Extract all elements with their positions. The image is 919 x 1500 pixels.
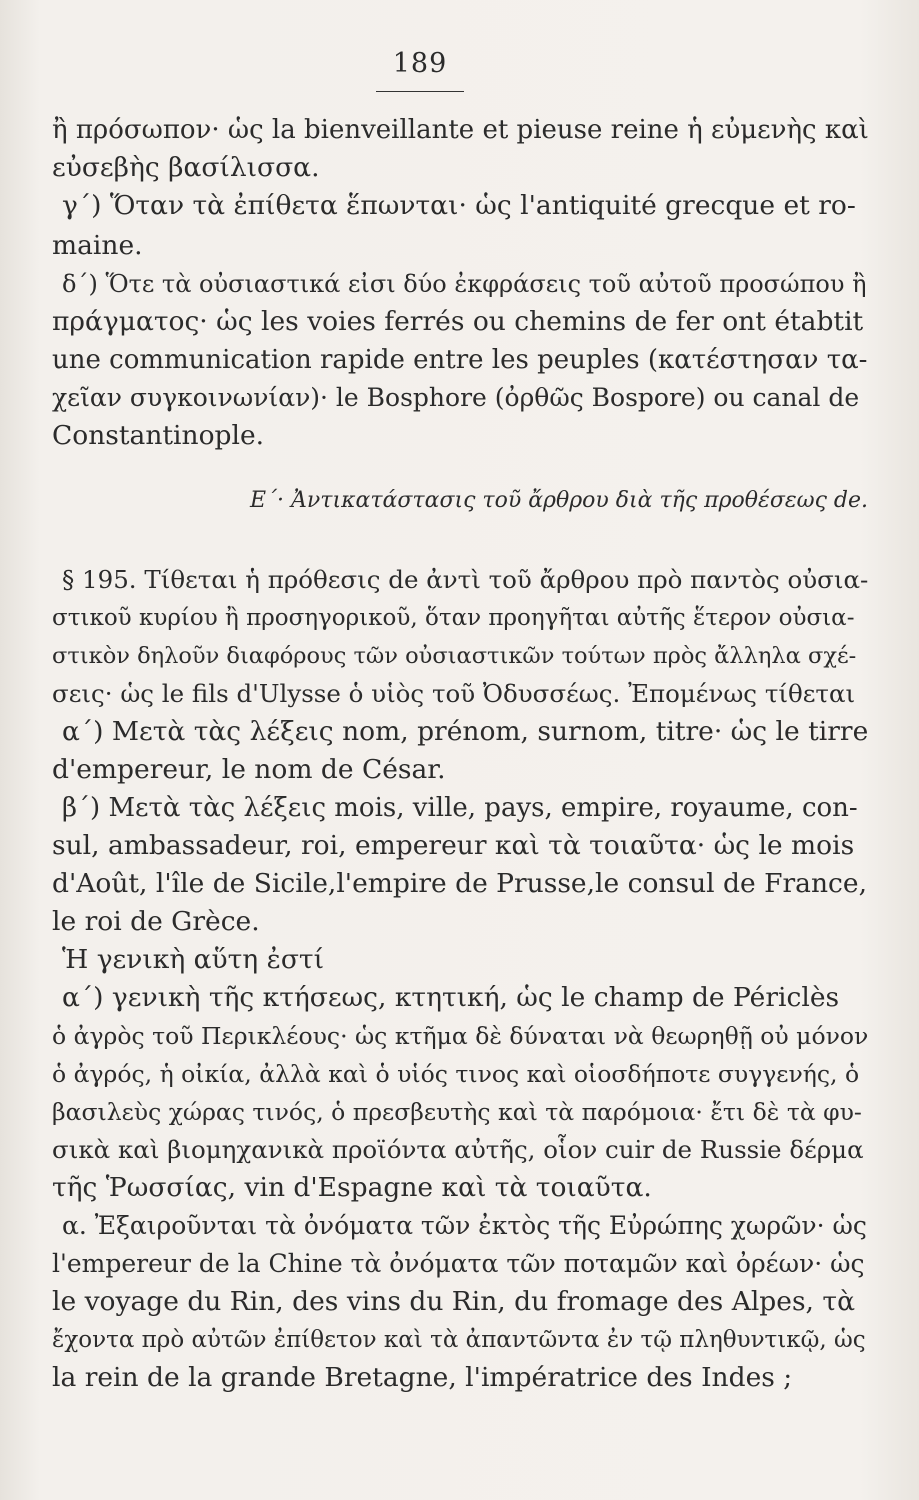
text-line: ὁ ἀγρός, ἡ οἰκία, ἀλλὰ καὶ ὁ υἱός τινος καὶ οἱοσδήποτε συγγενής, ὁ: [52, 1060, 860, 1088]
text-line: πράγματος· ὡς les voies ferrés ou chemins de fer ont étabtit: [52, 306, 864, 337]
paragraph-section-195: § 195. Τίθεται ἡ πρόθεσις de ἀντὶ τοῦ ἄρθρου πρὸ παντὸς οὐσια-: [62, 565, 869, 594]
text-line: la rein de la grande Bretagne, l'impératrice des Indes ;: [52, 1362, 793, 1393]
text-line: α΄) γενικὴ τῆς κτήσεως, κτητική, ὡς le champ de Périclès: [62, 982, 840, 1013]
page-number: 189: [392, 48, 448, 79]
text-line: στικὸν δηλοῦν διαφόρους τῶν οὐσιαστικῶν τούτων πρὸς ἄλληλα σχέ-: [52, 643, 857, 669]
section-heading: Ε΄· Ἀντικατάστασις τοῦ ἄρθρου διὰ τῆς προθέσεως de.: [250, 488, 869, 513]
text-line: maine.: [52, 230, 143, 261]
text-line: ἔχοντα πρὸ αὐτῶν ἐπίθετον καὶ τὰ ἀπαντῶντα ἐν τῷ πληθυντικῷ, ὡς: [52, 1327, 866, 1353]
text-line: d'Août, l'île de Sicile,l'empire de Prusse,le consul de France,: [52, 868, 867, 899]
text-line: β΄) Μετὰ τὰς λέξεις mois, ville, pays, empire, royaume, con-: [62, 793, 858, 823]
text-line: τῆς Ῥωσσίας, vin d'Espagne καὶ τὰ τοιαῦτα.: [52, 1172, 652, 1203]
text-line: ἢ πρόσωπον· ὡς la bienveillante et pieuse reine ἡ εὐμενὴς καὶ: [52, 115, 869, 145]
text-line: Constantinople.: [52, 420, 265, 451]
text-line: une communication rapide entre les peuples (κατέστησαν τα-: [52, 345, 868, 375]
text-line: sul, ambassadeur, roi, empereur καὶ τὰ τοιαῦτα· ὡς le mois: [52, 830, 855, 861]
text-line: α. Ἐξαιροῦνται τὰ ὀνόματα τῶν ἐκτὸς τῆς Εὐρώπης χωρῶν· ὡς: [62, 1211, 867, 1240]
text-line: χεῖαν συγκοινωνίαν)· le Bosphore (ὀρθῶς Bospore) ou canal de: [52, 383, 860, 412]
text-line: le voyage du Rin, des vins du Rin, du fromage des Alpes, τὰ: [52, 1286, 855, 1317]
text-line: le roi de Grèce.: [52, 906, 260, 937]
text-line: ὁ ἀγρὸς τοῦ Περικλέους· ὡς κτῆμα δὲ δύναται νὰ θεωρηθῇ οὐ μόνον: [52, 1022, 869, 1050]
text-line: d'empereur, le nom de César.: [52, 754, 446, 785]
text-line: α΄) Μετὰ τὰς λέξεις nom, prénom, surnom, titre· ὡς le tirre: [62, 716, 869, 747]
text-line: δ΄) Ὅτε τὰ οὐσιαστικά εἰσι δύο ἐκφράσεις τοῦ αὐτοῦ προσώπου ἢ: [62, 270, 867, 298]
text-line: σικὰ καὶ βιομηχανικὰ προϊόντα αὐτῆς, οἷον cuir de Russie δέρμα: [52, 1135, 864, 1164]
text-line: εὐσεβὴς βασίλισσα.: [52, 152, 320, 183]
text-line: στικοῦ κυρίου ἢ προσηγορικοῦ, ὅταν προηγῆται αὐτῆς ἕτερον οὐσια-: [52, 605, 855, 631]
text-line: Ἡ γενικὴ αὕτη ἐστί: [62, 944, 324, 975]
text-line: l'empereur de la Chine τὰ ὀνόματα τῶν ποταμῶν καὶ ὀρέων· ὡς: [52, 1249, 865, 1278]
text-line: σεις· ὡς le fils d'Ulysse ὁ υἱὸς τοῦ Ὀδυσσέως. Ἐπομένως τίθεται: [52, 679, 856, 708]
text-line: βασιλεὺς χώρας τινός, ὁ πρεσβευτὴς καὶ τὰ παρόμοια· ἔτι δὲ τὰ φυ-: [52, 1098, 862, 1126]
text-line: γ΄) Ὅταν τὰ ἐπίθετα ἕπωνται· ὡς l'antiquité grecque et ro-: [62, 190, 856, 221]
page-number-rule: [376, 91, 464, 92]
